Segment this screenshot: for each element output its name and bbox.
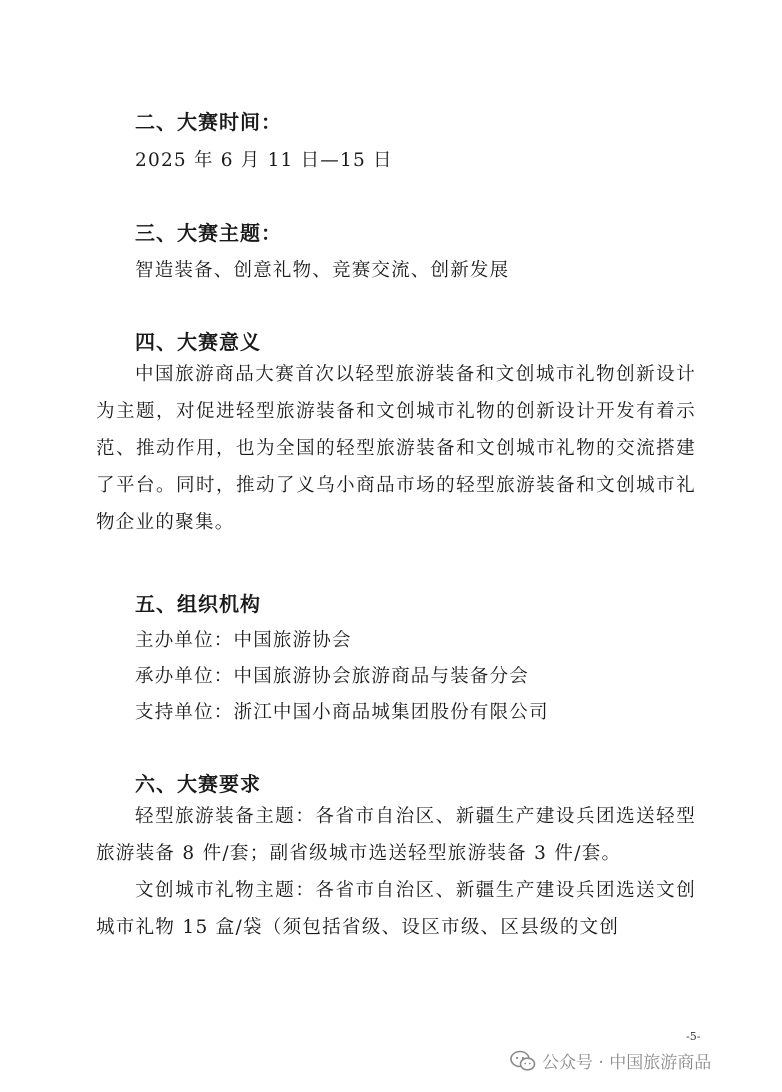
section-organization-heading: 五、组织机构 — [135, 592, 261, 616]
section-requirements-heading: 六、大赛要求 — [135, 772, 261, 796]
section-significance-paragraph: 中国旅游商品大赛首次以轻型旅游装备和文创城市礼物创新设计为主题，对促进轻型旅游装备和文创城市礼物的创新设计开发有着示范、推动作用，也为全国的轻型旅游装备和文创城市礼物的交流搭建了平台。同时，推动了义乌小商品市场的轻型旅游装备和文创城市礼物企业的聚集。 — [96, 364, 696, 533]
section-time-heading: 二、大赛时间： — [135, 110, 282, 134]
watermark-text: 公众号 · 中国旅游商品 — [542, 1053, 712, 1073]
organization-organizer: 承办单位：中国旅游协会旅游商品与装备分会 — [135, 666, 530, 687]
requirements-gifts-paragraph: 文创城市礼物主题：各省市自治区、新疆生产建设兵团选送文创城市礼物 15 盒/袋（须包括省级、设区市级、区县级的文创 — [96, 880, 696, 938]
organization-host: 主办单位：中国旅游协会 — [135, 630, 352, 651]
wechat-watermark — [510, 1048, 711, 1073]
requirements-equipment-paragraph: 轻型旅游装备主题：各省市自治区、新疆生产建设兵团选送轻型旅游装备 8 件/套；副省级城市选送轻型旅游装备 3 件/套。 — [96, 806, 696, 864]
section-significance-heading: 四、大赛意义 — [135, 330, 261, 354]
section-theme-heading: 三、大赛主题： — [135, 221, 282, 245]
section-theme-text: 智造装备、创意礼物、竞赛交流、创新发展 — [135, 260, 510, 281]
organization-supporter: 支持单位：浙江中国小商品城集团股份有限公司 — [135, 702, 549, 723]
section-time-text: 2025 年 6 月 11 日—15 日 — [135, 150, 393, 171]
wechat-icon — [510, 1050, 536, 1072]
page-number: -5- — [686, 1030, 701, 1043]
